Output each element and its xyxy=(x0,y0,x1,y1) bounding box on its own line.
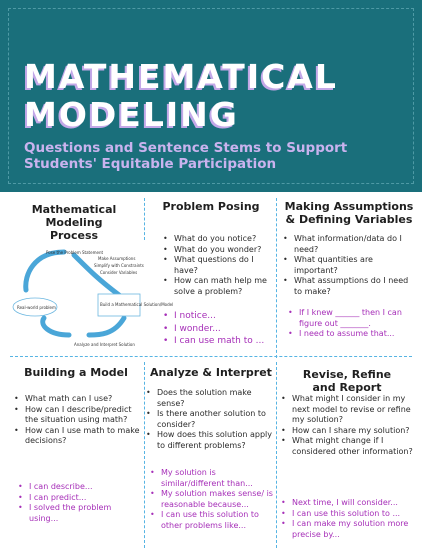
list-item: • What assumptions do I need to make? xyxy=(283,276,415,297)
section-title-revise: Revise, Refine and Report xyxy=(302,368,392,394)
cycle-arrow-bottom-right xyxy=(89,318,124,335)
list-item: • If I knew ______ then I can figure out _______. xyxy=(288,308,414,329)
list-item: • I can use this solution to other problems like... xyxy=(150,510,274,531)
list-item: • What information/data do I need? xyxy=(283,234,415,255)
list-item: • I can make my solution more precise by... xyxy=(281,519,415,540)
section-title-building: Building a Model xyxy=(24,366,128,379)
list-item: • I can predict... xyxy=(18,493,142,504)
list-item: • What might change if I considered other information? xyxy=(281,436,415,457)
section-title-assumptions: Making Assumptions & Defining Variables xyxy=(284,200,414,226)
section-title-analyze: Analyze & Interpret xyxy=(150,366,272,379)
list-item: • Does the solution make sense? xyxy=(146,388,274,409)
diagram-label-real-world: Real-world problem xyxy=(17,305,56,310)
list-item: • I wonder... xyxy=(163,323,275,336)
problem-posing-questions xyxy=(163,234,273,297)
divider-top-left xyxy=(144,198,145,240)
list-item: • How can I use math to make decisions? xyxy=(14,426,142,447)
analyze-questions xyxy=(146,388,274,451)
page-title: MATHEMATICAL MODELING xyxy=(24,57,338,134)
building-questions xyxy=(14,394,142,447)
list-item: • My solution is similar/different than... xyxy=(150,468,274,489)
problem-posing-stems xyxy=(163,310,275,348)
list-item: • I can use this solution to ... xyxy=(281,509,415,520)
list-item: • How can math help me solve a problem? xyxy=(163,276,273,297)
list-item: • What might I consider in my next model to revise or refine my solution? xyxy=(281,394,415,426)
list-item: • I can use math to ... xyxy=(163,335,275,348)
section-title-modeling-process: Mathematical Modeling Process xyxy=(31,203,117,242)
list-item: • I solved the problem using... xyxy=(18,503,142,524)
divider-horizontal xyxy=(10,356,412,357)
list-item: • Is there another solution to consider? xyxy=(146,409,274,430)
list-item: • How can I describe/predict the situation using math? xyxy=(14,405,142,426)
diagram-label-analyze: Analyze and Interpret Solution xyxy=(74,342,135,347)
cycle-arrow-bottom-left xyxy=(43,318,69,335)
list-item: • What questions do I have? xyxy=(163,255,273,276)
assumptions-questions xyxy=(283,234,415,297)
list-item: • How does this solution apply to different problems? xyxy=(146,430,274,451)
diagram-label-assumptions: Make Assumptions xyxy=(98,256,136,261)
list-item: • I notice... xyxy=(163,310,275,323)
list-item: • What math can I use? xyxy=(14,394,142,405)
revise-stems xyxy=(281,498,415,540)
list-item: • I need to assume that... xyxy=(288,329,414,340)
divider-top-right xyxy=(276,198,277,358)
cycle-arrow-top xyxy=(26,252,64,290)
page-subtitle: Questions and Sentence Stems to Support Students' Equitable Participation xyxy=(24,140,348,172)
revise-questions xyxy=(281,394,415,457)
list-item: • Next time, I will consider... xyxy=(281,498,415,509)
cycle-diagram-svg xyxy=(4,240,174,355)
modeling-process-diagram xyxy=(4,240,174,355)
list-item: • How can I share my solution? xyxy=(281,426,415,437)
list-item: • I can describe... xyxy=(18,482,142,493)
section-title-problem-posing: Problem Posing xyxy=(162,200,260,213)
list-item: • My solution makes sense/ is reasonable because... xyxy=(150,489,274,510)
divider-bottom-right xyxy=(276,362,277,548)
divider-bottom-left xyxy=(144,362,145,548)
analyze-stems xyxy=(150,468,274,531)
list-item: • What do you notice? xyxy=(163,234,273,245)
list-item: • What do you wonder? xyxy=(163,245,273,256)
diagram-label-build: Build a Mathematical Solution/Model xyxy=(100,302,174,307)
diagram-label-variables: Consider Variables xyxy=(100,270,138,275)
diagram-label-simplify: Simplify with Constraints xyxy=(94,263,144,268)
assumptions-stems xyxy=(288,308,414,340)
cycle-arrow-right xyxy=(74,255,119,295)
building-stems xyxy=(18,482,142,524)
diagram-label-pose: Pose the Problem Statement xyxy=(46,250,104,255)
list-item: • What quantities are important? xyxy=(283,255,415,276)
